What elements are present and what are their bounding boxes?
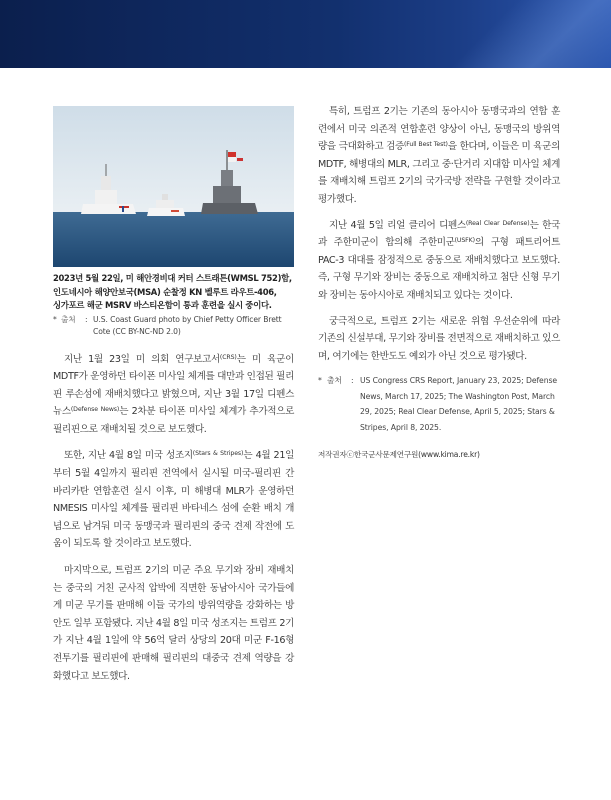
ships-photo: [53, 106, 294, 267]
photo-caption: 2023년 5월 22일, 미 해안경비대 커터 스트래튼(WMSL 752)함, 인도네시아 해양안보국(MSA) 순찰정 KN 벨루트 라우트-406, 싱가포르 해군 MSRV 바스티온함이 통과 훈련을 실시 중이다.: [53, 273, 292, 310]
left-paragraph-3: 마지막으로, 트럼프 2기의 미군 주요 무기와 장비 재배치는 중국의 거친 군사적 압박에 직면한 동남아시아 국가들에게 미군 무기를 판매해 이들 국가의 방위역량을 강화하는 방안도 일부 포함됐다. 지난 4월 8일 미국 성조지는 트럼프 2기가 지난 4월 1일에 약 56억 달러 상당의 20대 미군 F-16형 전투기를 필리핀에 판매해 필리핀의 대중국 견제 역량을 강화했다고 보도했다.: [53, 565, 294, 682]
left-paragraph-2: 또한, 지난 4월 8일 미국 성조지$^{(Stars \& Stripes)}$는 4월 21일부터 5월 4일까지 필리핀 전역에서 실시될 미국-필리핀 간 바리카탄 연합훈련 실시 이후, 미 해병대 MLR가 운영하던 NMESIS 미사일 체계를 필리핀 바타네스 섬에 순환 배치 개념으로 남겨둬 미국 동맹국과 필리핀의 중국 견제 작전에 도움이 되도록 할 것이라고 보도했다.: [53, 450, 294, 550]
left-body: [53, 351, 294, 686]
sources-note: [318, 373, 560, 435]
left-column: [53, 106, 294, 694]
copyright-notice: 저작권자ⓒ한국군사문제연구원(www.kima.re.kr): [318, 449, 480, 459]
header-band: [0, 0, 611, 68]
right-paragraph-2: 지난 4월 5일 리얼 클리어 디펜스$^{(Real Clear Defense)}$는 한국과 주한미군이 합의해 주한미군$^{(USFK)}$의 구형 패트리어트 PAC-3 대대를 잠정적으로 중동으로 재배치했다고 보도했다. 즉, 구형 무기와 장비는 중동으로 재배치하고 첨단 신형 무기와 장비는 동아시아로 재배치되고 있다는 것이다.: [318, 219, 560, 301]
right-paragraph-1: 특히, 트럼프 2기는 기존의 동아시아 동맹국과의 연합 훈련에서 미국 의존적 연합훈련 양상이 아닌, 동맹국의 방위역량을 극대화하고 검증$^{(Full Best Test)}$을 한다며, 이들은 미 육군의 MDTF, 해병대의 MLR, 그리고 중·단거리 지대함 미사일 체계를 재배치해 트럼프 2기의 국가국방 전략을 구현할 것이라고 평가했다.: [318, 106, 560, 205]
header-sheen: [411, 0, 611, 68]
note-text: US Congress CRS Report, January 23, 2025; Defense News, March 17, 2025; The Washington Post, March 29, 2025; Real Clear Defense, April 5, 2025; Stars & Stripes, April 8, 2025.: [360, 376, 557, 432]
photo-source: [53, 314, 294, 338]
note-colon: :: [351, 376, 354, 386]
note-star: *: [318, 376, 322, 386]
source-star: *: [53, 314, 57, 324]
source-colon: :: [85, 314, 88, 324]
source-text: U.S. Coast Guard photo by Chief Petty Officer Brett Cote (CC BY-NC-ND 2.0): [93, 314, 282, 336]
source-label: 출처: [61, 314, 76, 324]
left-paragraph-1: 지난 1월 23일 미 의회 연구보고서$^{(CRS)}$는 미 육군이 MDTF가 운영하던 타이폰 미사일 체계를 대만과 인접된 필리핀 루손섬에 재배치했다고 밝혔으며, 지난 3월 17일 디펜스 뉴스$^{(Defense News)}$는 2차분 타이폰 미사일 체계가 추가적으로 필리핀으로 재배치될 것으로 보도했다.: [53, 353, 294, 435]
right-column: [318, 103, 560, 460]
note-label: 출처: [327, 376, 342, 386]
right-paragraph-3: 궁극적으로, 트럼프 2기는 새로운 위협 우선순위에 따라 기존의 신설부대, 무기와 장비를 전면적으로 재배치하고 있으며, 여기에는 한반도도 예외가 아닌 것으로 평가됐다.: [318, 315, 560, 362]
